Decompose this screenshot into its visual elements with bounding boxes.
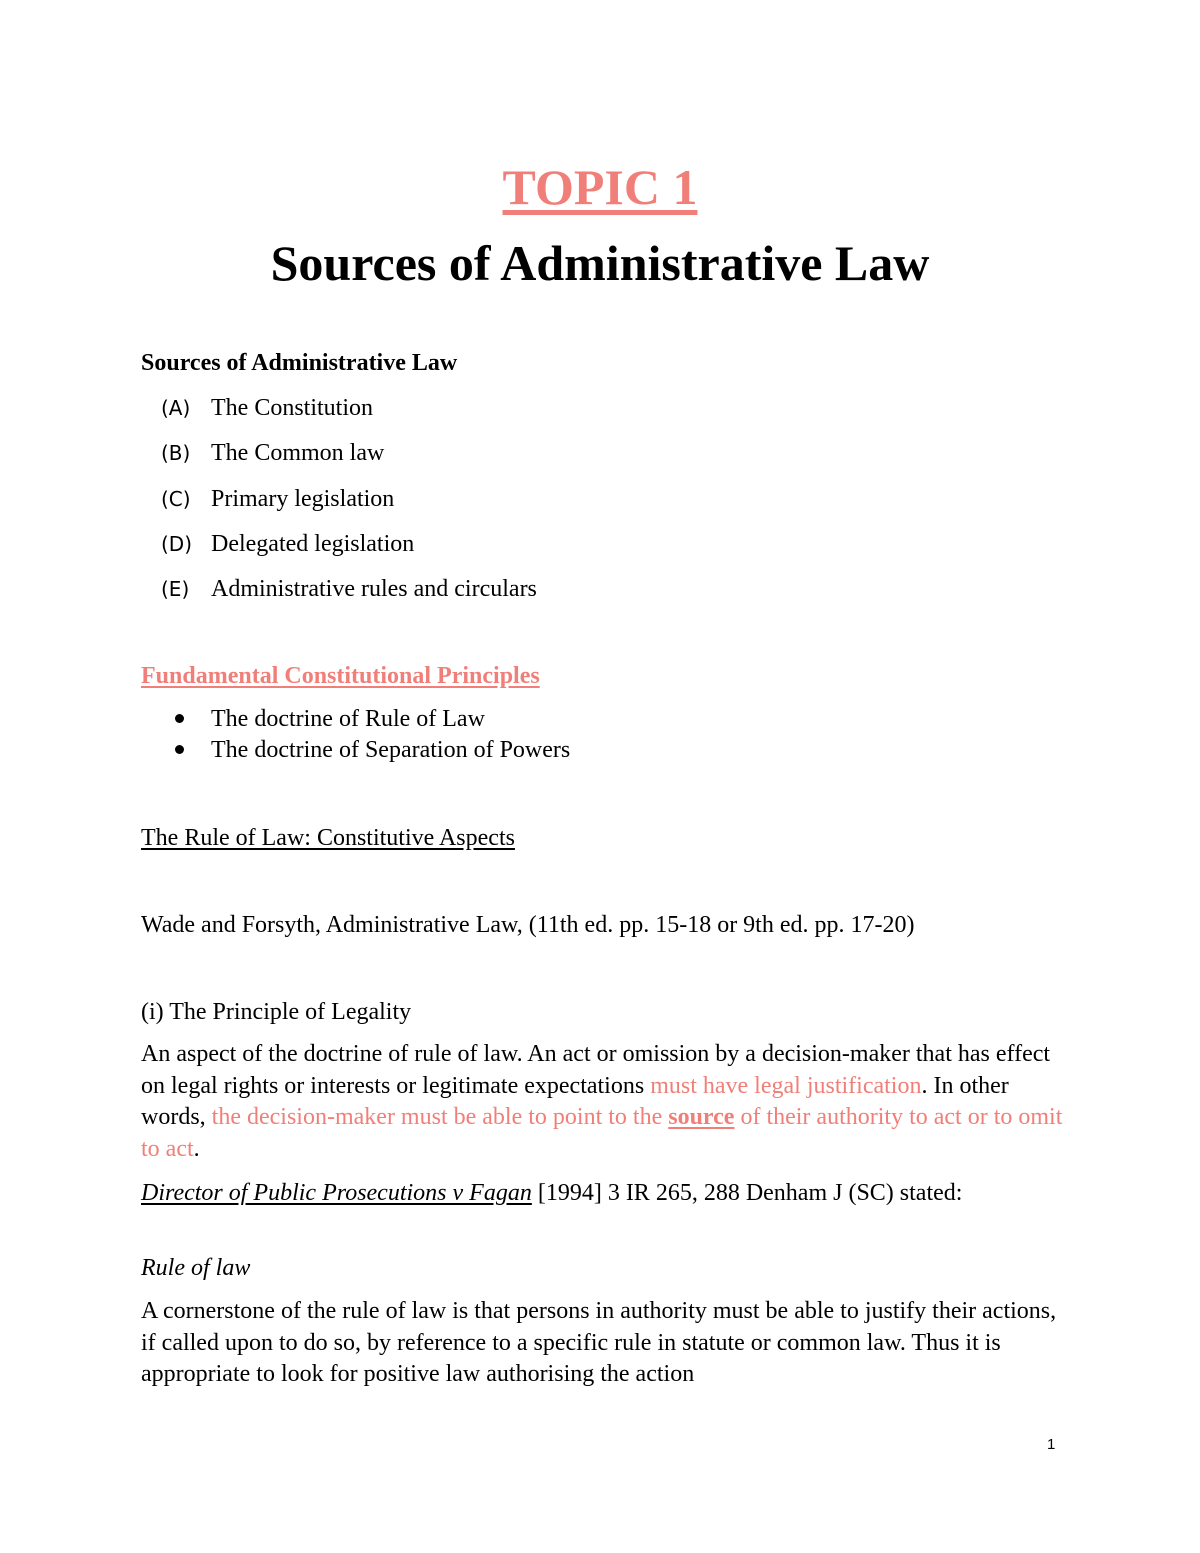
list-item	[141, 704, 570, 735]
list-item-text: The doctrine of Rule of Law	[211, 706, 485, 732]
list-item	[141, 528, 537, 573]
legality-paragraph	[141, 1039, 1071, 1165]
list-item-text: The doctrine of Separation of Powers	[211, 737, 571, 763]
highlight-text: must have legal justification	[650, 1072, 922, 1099]
list-marker: (B)	[161, 441, 191, 466]
quote-heading: Rule of law	[141, 1255, 251, 1281]
case-citation	[141, 1178, 1071, 1210]
principles-heading: Fundamental Constitutional Principles	[141, 663, 540, 689]
sources-heading: Sources of Administrative Law	[141, 350, 458, 376]
page-number: 1	[1047, 1436, 1056, 1453]
reference-text: Wade and Forsyth, Administrative Law, (11th ed. pp. 15-18 or 9th ed. pp. 17-20)	[141, 912, 915, 938]
list-item	[141, 392, 537, 437]
paragraph-text: . In other words,	[141, 1072, 1009, 1130]
list-item	[141, 437, 537, 482]
list-marker: (D)	[161, 531, 193, 556]
list-item	[141, 735, 570, 766]
highlight-text: the decision-maker must be able to point to the	[211, 1104, 669, 1130]
list-item-text: The Constitution	[211, 395, 373, 421]
list-item-text: The Common law	[211, 440, 385, 467]
case-name: Director of Public Prosecutions v Fagan	[141, 1180, 532, 1206]
list-item-text: Administrative rules and circulars	[211, 576, 537, 603]
topic-heading: TOPIC 1	[502, 159, 698, 215]
list-item-text: Delegated legislation	[211, 530, 415, 557]
legality-heading: (i) The Principle of Legality	[141, 999, 412, 1025]
bullet-icon	[175, 714, 184, 723]
rule-of-law-heading: The Rule of Law: Constitutive Aspects	[141, 825, 515, 851]
list-item	[141, 483, 537, 528]
paragraph-text: An aspect of the doctrine of rule of law. An act or omission by a decision-maker that has effect on legal rights or interests or legitimate expectations	[141, 1041, 1051, 1099]
bullet-icon	[175, 745, 184, 754]
list-marker: (C)	[161, 486, 191, 511]
paragraph-text: .	[193, 1135, 200, 1162]
list-marker: (E)	[161, 577, 190, 602]
list-item	[141, 573, 537, 618]
page-title: Sources of Administrative Law	[270, 235, 930, 291]
case-reference: [1994] 3 IR 265, 288 Denham J (SC) stated:	[531, 1180, 963, 1206]
highlight-source-text: source	[668, 1104, 735, 1130]
list-marker: (A)	[161, 396, 191, 420]
list-item-text: Primary legislation	[211, 485, 395, 512]
quote-paragraph: A cornerstone of the rule of law is that persons in authority must be able to justify their actions, if called upon to do so, by reference to a specific rule in statute or common law. Thus it is appropriate to look for positive law authorising the action	[141, 1298, 1057, 1387]
principles-list	[141, 704, 570, 766]
sources-list	[141, 392, 537, 618]
highlight-text: of their authority to act or to omit to act	[141, 1104, 1063, 1162]
